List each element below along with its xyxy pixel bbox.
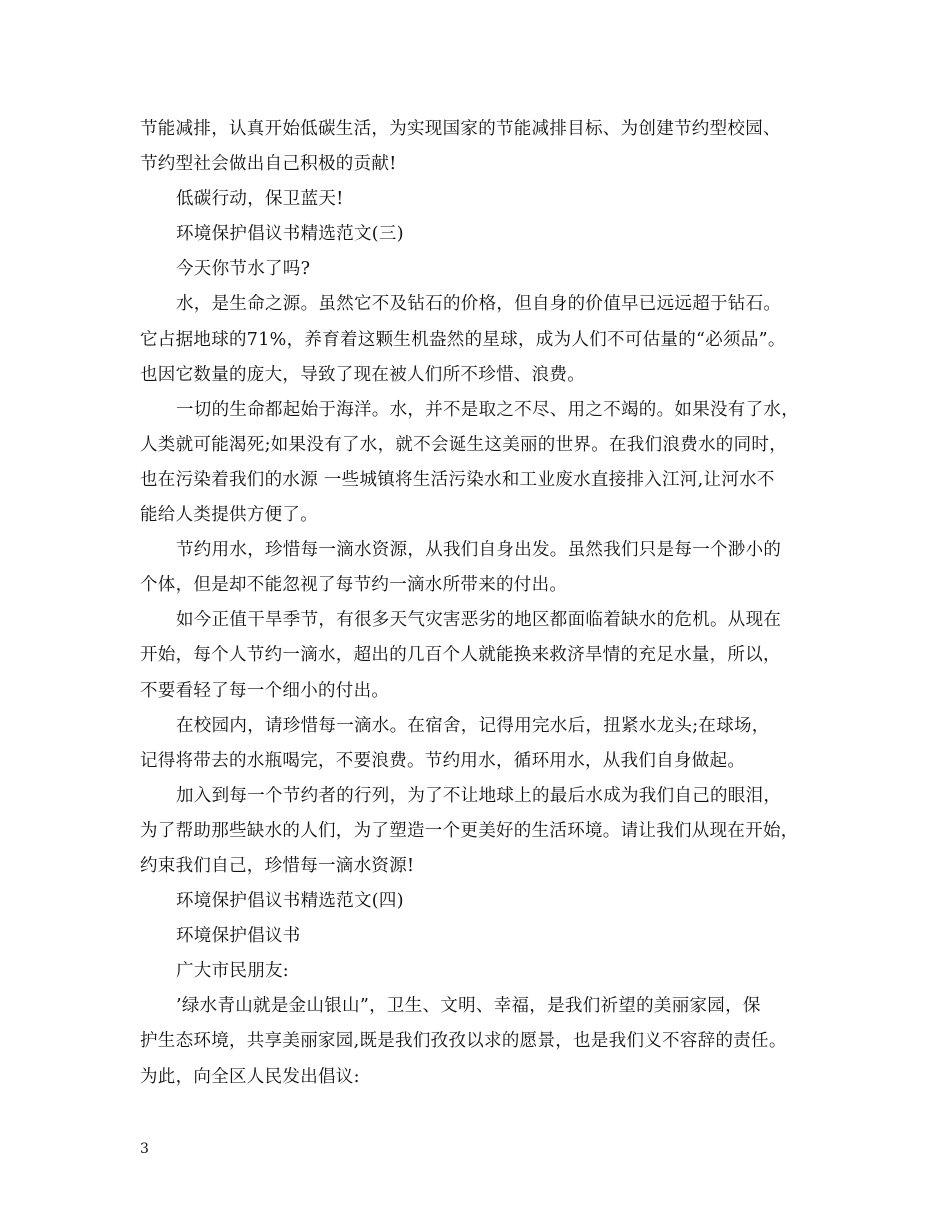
text-line: 约束我们自己，珍惜每一滴水资源! (140, 855, 415, 876)
text-line: 环境保护倡议书精选范文(三) (176, 224, 404, 245)
document-body (140, 112, 820, 1095)
text-line: 不要看轻了每一个细小的付出。 (140, 680, 390, 701)
text-line: 个体，但是却不能忽视了每节约一滴水所带来的付出。 (140, 575, 568, 596)
page-number: 3 (140, 1141, 149, 1157)
text-line: 广大市民朋友: (176, 961, 289, 982)
text-line: 低碳行动，保卫蓝天! (176, 189, 344, 210)
text-line: 今天你节水了吗? (176, 259, 311, 280)
text-line: 人类就可能渴死;如果没有了水，就不会诞生这美丽的世界。在我们浪费水的同时， (140, 434, 787, 455)
text-line: 加入到每一个节约者的行列，为了不让地球上的最后水成为我们自己的眼泪， (176, 785, 782, 806)
text-line: 在校园内，请珍惜每一滴水。在宿舍，记得用完水后，扭紧水龙头;在球场， (176, 715, 770, 736)
text-line: 环境保护倡议书精选范文(四) (176, 891, 404, 912)
text-line: 为此，向全区人民发出倡议: (140, 1066, 360, 1087)
text-line: 护生态环境，共享美丽家园,既是我们孜孜以求的愿景，也是我们义不容辞的责任。 (140, 1031, 787, 1052)
text-line: ’绿水青山就是金山银山”，卫生、文明、幸福，是我们祈望的美丽家园，保 (176, 996, 761, 1017)
text-line: 节约用水，珍惜每一滴水资源，从我们自身出发。虽然我们只是每一个渺小的 (176, 540, 782, 561)
text-line: 也因它数量的庞大，导致了现在被人们所不珍惜、浪费。 (140, 364, 585, 385)
text-line: 开始，每个人节约一滴水，超出的几百个人就能换来救济旱情的充足水量，所以， (140, 645, 781, 666)
text-line: 如今正值干旱季节，有很多天气灾害恶劣的地区都面临着缺水的危机。从现在 (176, 610, 782, 631)
text-line: 一切的生命都起始于海洋。水，并不是取之不尽、用之不竭的。如果没有了水， (176, 399, 799, 420)
text-line: 节约型社会做出自己积极的贡献! (140, 154, 397, 175)
text-line: 它占据地球的71%，养育着这颗生机盎然的星球，成为人们不可估量的“必须品”。 (140, 329, 786, 350)
text-line: 记得将带去的水瓶喝完，不要浪费。节约用水，循环用水，从我们自身做起。 (140, 750, 746, 771)
text-line: 也在污染着我们的水源 一些城镇将生活污染水和工业废水直接排入江河,让河水不 (140, 469, 775, 490)
text-line: 节能减排，认真开始低碳生活，为实现国家的节能减排目标、为创建节约型校园、 (140, 119, 781, 139)
text-line: 为了帮助那些缺水的人们，为了塑造一个更美好的生活环境。请让我们从现在开始， (140, 820, 799, 841)
text-line: 水，是生命之源。虽然它不及钻石的价格，但自身的价值早已远远超于钻石。 (176, 294, 782, 315)
text-line: 环境保护倡议书 (176, 926, 301, 947)
text-line: 能给人类提供方便了。 (140, 505, 318, 526)
